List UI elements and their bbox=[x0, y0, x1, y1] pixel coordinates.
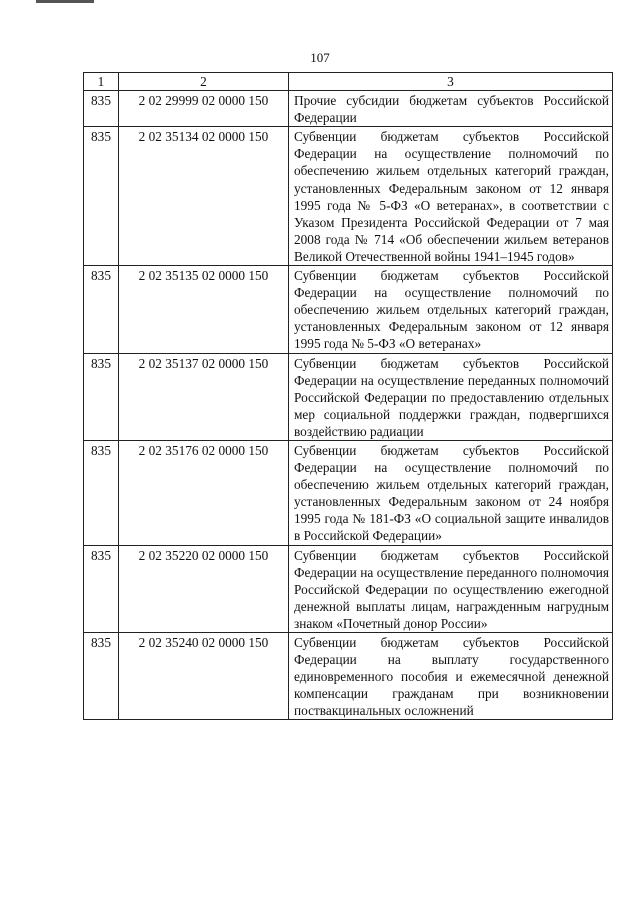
admin-code-cell: 835 bbox=[84, 440, 119, 545]
table-row bbox=[84, 91, 613, 127]
admin-code-cell: 835 bbox=[84, 266, 119, 353]
column-header-2: 2 bbox=[119, 73, 289, 91]
revenue-name-cell: Субвенции бюджетам субъектов Российской Федерации на выплату государственного единовременного пособия и ежемесячной денежной компенсации гражданам при возникновении поствакцинальных осложнений bbox=[289, 633, 613, 720]
revenue-name-cell: Субвенции бюджетам субъектов Российской Федерации на осуществление полномочий по обеспечению жильем отдельных категорий граждан, установленных Федеральным законом от 24 ноября 1995 года № 181-ФЗ «О социальной защите инвалидов в Российской Федерации» bbox=[289, 440, 613, 545]
admin-code-cell: 835 bbox=[84, 353, 119, 440]
admin-code-cell: 835 bbox=[84, 545, 119, 632]
scan-edge-mark bbox=[36, 0, 94, 3]
revenue-name-cell: Субвенции бюджетам субъектов Российской Федерации на осуществление переданных полномочий Российской Федерации по предоставлению отдельных мер социальной поддержки граждан, подвергшихся воздействию радиации bbox=[289, 353, 613, 440]
revenue-name-cell: Субвенции бюджетам субъектов Российской Федерации на осуществление полномочий по обеспечению жильем отдельных категорий граждан, установленных Федеральным законом от 12 января 1995 года № 5-ФЗ «О ветеранах», в соответствии с Указом Президента Российской Федерации от 7 мая 2008 года № 714 «Об обеспечении жильем ветеранов Великой Отечественной войны 1941–1945 годов» bbox=[289, 127, 613, 266]
table-row bbox=[84, 440, 613, 545]
column-header-1: 1 bbox=[84, 73, 119, 91]
admin-code-cell: 835 bbox=[84, 91, 119, 127]
table-row bbox=[84, 266, 613, 353]
revenue-name-cell: Субвенции бюджетам субъектов Российской Федерации на осуществление переданного полномочия Российской Федерации по осуществлению ежегодной денежной выплаты лицам, награжденным нагрудным знаком «Почетный донор России» bbox=[289, 545, 613, 632]
revenue-code-cell: 2 02 35176 02 0000 150 bbox=[119, 440, 289, 545]
admin-code-cell: 835 bbox=[84, 633, 119, 720]
table-header-row bbox=[84, 73, 613, 91]
table-row bbox=[84, 633, 613, 720]
revenue-codes-table bbox=[83, 72, 613, 720]
table-row bbox=[84, 353, 613, 440]
admin-code-cell: 835 bbox=[84, 127, 119, 266]
revenue-code-cell: 2 02 29999 02 0000 150 bbox=[119, 91, 289, 127]
table-row bbox=[84, 127, 613, 266]
revenue-name-cell: Прочие субсидии бюджетам субъектов Российской Федерации bbox=[289, 91, 613, 127]
table-row bbox=[84, 545, 613, 632]
revenue-code-cell: 2 02 35240 02 0000 150 bbox=[119, 633, 289, 720]
revenue-code-cell: 2 02 35134 02 0000 150 bbox=[119, 127, 289, 266]
revenue-code-cell: 2 02 35137 02 0000 150 bbox=[119, 353, 289, 440]
column-header-3: 3 bbox=[289, 73, 613, 91]
revenue-code-cell: 2 02 35220 02 0000 150 bbox=[119, 545, 289, 632]
revenue-code-cell: 2 02 35135 02 0000 150 bbox=[119, 266, 289, 353]
page-number: 107 bbox=[310, 50, 330, 65]
revenue-name-cell: Субвенции бюджетам субъектов Российской Федерации на осуществление полномочий по обеспечению жильем отдельных категорий граждан, установленных Федеральным законом от 12 января 1995 года № 5-ФЗ «О ветеранах» bbox=[289, 266, 613, 353]
